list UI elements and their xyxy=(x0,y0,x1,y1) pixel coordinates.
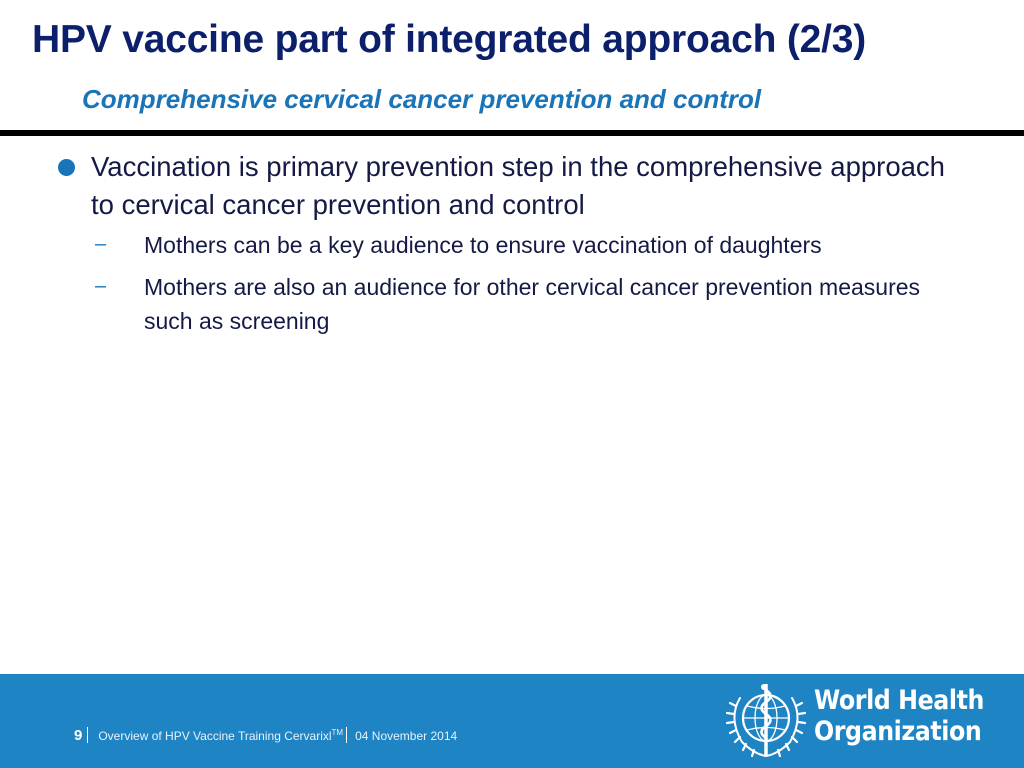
title-divider xyxy=(0,130,1024,136)
sub-bullet-item xyxy=(91,270,960,338)
document-title: Overview of HPV Vaccine Training Cervarixl™ xyxy=(98,728,344,743)
footer-separator xyxy=(87,727,88,743)
sub-bullet-text: Mothers are also an audience for other cervical cancer prevention measures such as screening xyxy=(144,274,921,334)
bullet-item-vaccination xyxy=(40,148,960,338)
bullet-dot-icon xyxy=(58,159,75,176)
bullet-list xyxy=(40,148,960,346)
footer-info xyxy=(74,724,457,744)
trademark-mark: TM xyxy=(331,728,344,737)
footer-separator xyxy=(346,727,347,743)
who-name-line1: World Health xyxy=(814,685,985,716)
who-name-line2: Organization xyxy=(814,716,982,747)
slide-subtitle: Comprehensive cervical cancer prevention and control xyxy=(82,84,762,114)
page-number: 9 xyxy=(74,727,83,744)
bullet-text: Vaccination is primary prevention step in the comprehensive approach to cervical cancer prevention and control xyxy=(91,151,945,220)
footer-date: 04 November 2014 xyxy=(355,729,458,743)
sub-bullet-list xyxy=(91,228,960,338)
sub-bullet-item xyxy=(91,228,960,262)
dash-icon: – xyxy=(95,275,107,297)
sub-bullet-text: Mothers can be a key audience to ensure vaccination of daughters xyxy=(144,232,822,258)
who-name xyxy=(814,685,1007,747)
who-emblem-icon xyxy=(720,676,812,766)
dash-icon: – xyxy=(95,233,107,255)
slide-title: HPV vaccine part of integrated approach (2/3) xyxy=(32,18,867,61)
